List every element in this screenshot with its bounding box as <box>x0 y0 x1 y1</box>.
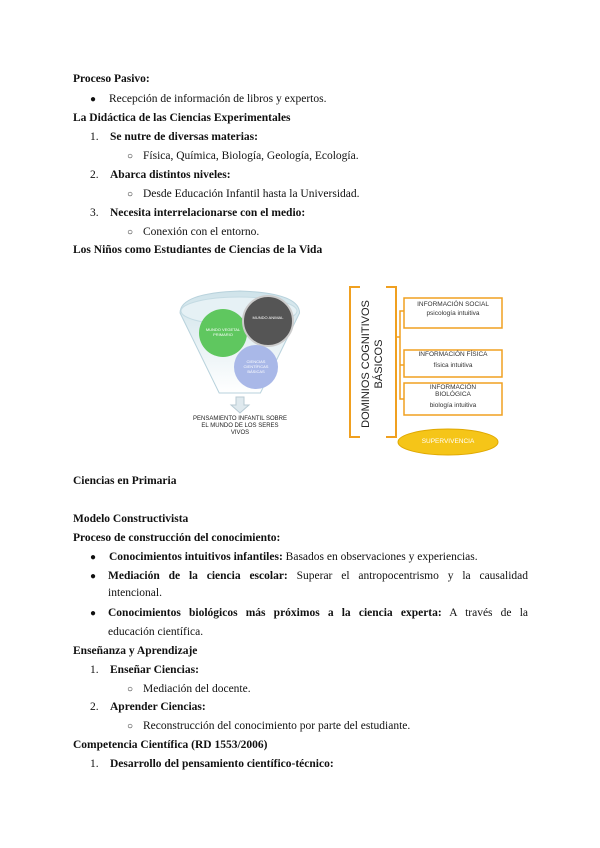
connector-lines <box>396 311 404 399</box>
bullet-icon: ● <box>90 94 97 105</box>
bracket-left <box>350 287 360 437</box>
list-item-continuation: educación científica. <box>108 626 204 638</box>
list-item-text: Basados en observaciones y experiencias. <box>282 551 478 563</box>
box-social-title: INFORMACIÓN SOCIAL <box>417 301 489 308</box>
item-number: 1. <box>90 758 99 770</box>
box-fisica-title: INFORMACIÓN FÍSICA <box>418 351 488 358</box>
list-item-text: A través de la <box>441 607 528 619</box>
circle-dark <box>243 296 293 346</box>
list-item <box>108 569 528 583</box>
bullet-icon-row <box>90 606 109 621</box>
item-number: 3. <box>90 207 99 219</box>
sub-item <box>127 719 410 734</box>
numbered-item <box>90 700 206 714</box>
box-biologica-title: INFORMACIÓN BIOLÓGICA <box>429 384 477 398</box>
list-item <box>90 92 326 107</box>
list-item <box>90 550 478 565</box>
sub-item-text: Mediación del docente. <box>143 683 251 695</box>
list-item <box>108 606 528 620</box>
funnel-bottom-label: PENSAMIENTO INFANTIL SOBRE EL MUNDO DE LOS SERES VIVOS <box>192 416 288 436</box>
sub-item <box>127 149 359 164</box>
circle-dark-label: MUNDO ANIMAL <box>252 315 284 320</box>
sub-item <box>127 225 259 240</box>
item-label: Abarca distintos niveles: <box>110 169 231 181</box>
item-label: Se nutre de diversas materias: <box>110 131 258 143</box>
list-item-text: Recepción de información de libros y expertos. <box>109 93 327 105</box>
ellipse-label: SUPERVIVENCIA <box>421 438 475 445</box>
list-item-bold: Conocimientos intuitivos infantiles: <box>109 551 283 563</box>
heading-proceso-pasivo: Proceso Pasivo: <box>73 73 150 85</box>
heading-competencia: Competencia Científica (RD 1553/2006) <box>73 739 268 751</box>
list-item-text: Superar el antropocentrismo y la causalidad <box>287 570 528 582</box>
box-social-sub: psicología intuitiva <box>426 310 480 317</box>
heading-ensenanza: Enseñanza y Aprendizaje <box>73 645 198 657</box>
item-number: 1. <box>90 664 99 676</box>
box-biologica-sub: biología intuitiva <box>429 402 477 409</box>
down-arrow-icon <box>231 397 249 413</box>
sub-item <box>127 682 251 697</box>
heading-proceso-construccion: Proceso de construcción del conocimiento: <box>73 532 281 544</box>
numbered-item <box>90 206 305 220</box>
circle-bullet-icon: ○ <box>127 721 134 732</box>
bullet-icon: ● <box>90 552 97 563</box>
circle-green-label: MUNDO VEGETAL PRIMARIO <box>205 327 241 337</box>
dominios-label: DOMINIOS COGNITIVOS BÁSICOS <box>360 300 385 428</box>
item-label: Enseñar Ciencias: <box>110 664 199 676</box>
bullet-icon-row <box>90 569 109 584</box>
circle-bullet-icon: ○ <box>127 189 134 200</box>
cognitive-domains-diagram <box>178 285 508 460</box>
list-item-bold: Conocimientos biológicos más próximos a la ciencia experta: <box>108 607 442 619</box>
bracket-right <box>386 287 396 437</box>
sub-item-text: Física, Química, Biología, Geología, Ecología. <box>143 150 359 162</box>
bullet-icon: ● <box>90 571 97 582</box>
item-number: 1. <box>90 131 99 143</box>
sub-item-text: Conexión con el entorno. <box>143 226 260 238</box>
bullet-icon: ● <box>90 608 97 619</box>
numbered-item <box>90 757 334 771</box>
list-item-bold: Mediación de la ciencia escolar: <box>108 570 288 582</box>
numbered-item <box>90 663 199 677</box>
item-label: Desarrollo del pensamiento científico-técnico: <box>110 758 334 770</box>
numbered-item <box>90 130 258 144</box>
item-number: 2. <box>90 169 99 181</box>
list-item-continuation: intencional. <box>108 587 162 599</box>
item-label: Aprender Ciencias: <box>110 701 206 713</box>
circle-blue-label: CIENCIAS CIENTÍFICAS BÁSICAS <box>243 359 269 374</box>
numbered-item <box>90 168 231 182</box>
heading-didactica: La Didáctica de las Ciencias Experimentales <box>73 112 291 124</box>
circle-bullet-icon: ○ <box>127 227 134 238</box>
circle-bullet-icon: ○ <box>127 684 134 695</box>
item-label: Necesita interrelacionarse con el medio: <box>110 207 306 219</box>
heading-constructivista: Modelo Constructivista <box>73 513 189 525</box>
circle-bullet-icon: ○ <box>127 151 134 162</box>
sub-item-text: Reconstrucción del conocimiento por parte del estudiante. <box>143 720 411 732</box>
heading-ninos: Los Niños como Estudiantes de Ciencias de la Vida <box>73 244 323 256</box>
sub-item <box>127 187 360 202</box>
sub-item-text: Desde Educación Infantil hasta la Universidad. <box>143 188 360 200</box>
heading-primaria: Ciencias en Primaria <box>73 475 177 487</box>
item-number: 2. <box>90 701 99 713</box>
box-fisica-sub: física intuitiva <box>433 362 473 369</box>
